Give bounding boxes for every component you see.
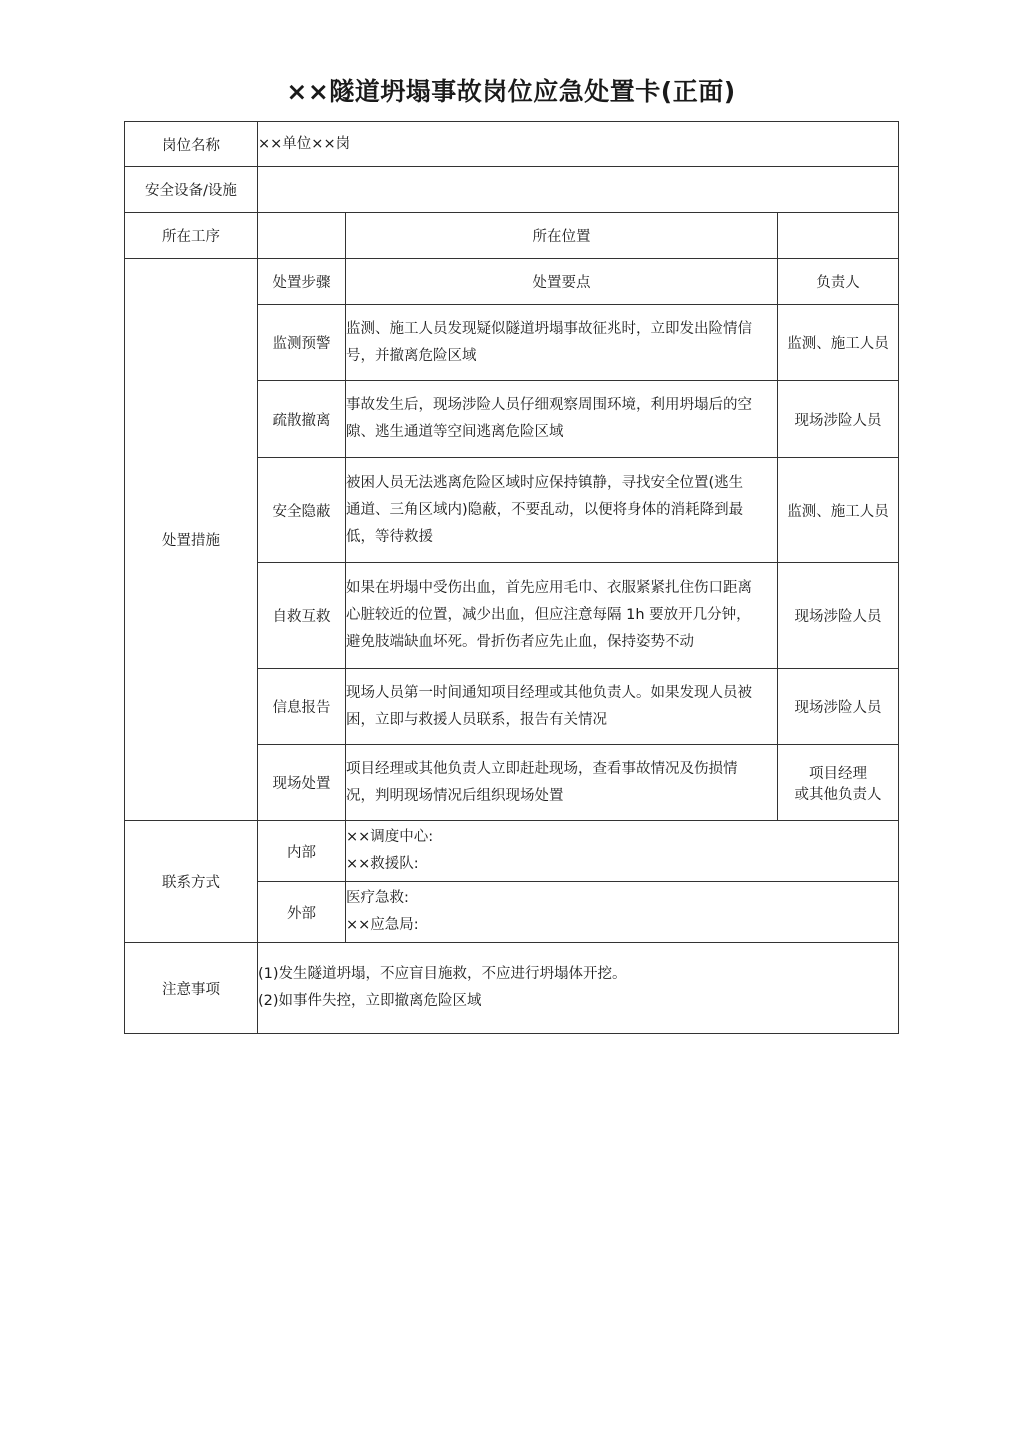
- process-row: [125, 213, 899, 259]
- equipment-label: 安全设备/设施: [125, 167, 258, 213]
- step-owner: [778, 669, 899, 745]
- notes-lines: [258, 943, 899, 1034]
- step-owner-line: 现场涉险人员: [794, 609, 882, 625]
- measures-label: 处置措施: [125, 259, 258, 821]
- step-name: 安全隐蔽: [258, 458, 346, 563]
- step-header: 处置步骤: [258, 259, 346, 305]
- post-name-label: 岗位名称: [125, 122, 258, 167]
- step-point-line: 被困人员无法逃离危险区域时应保持镇静，寻找安全位置(逃生: [346, 474, 744, 491]
- note-line: (1)发生隧道坍塌，不应盲目施救，不应进行坍塌体开挖。: [258, 966, 627, 982]
- equipment-row: [125, 167, 899, 213]
- step-point-line: 号，并撤离危险区域: [346, 347, 477, 364]
- notes-label: 注意事项: [125, 943, 258, 1034]
- step-point-line: 心脏较近的位置，减少出血，但应注意每隔 1h 要放开几分钟，: [346, 607, 751, 623]
- process-label: 所在工序: [125, 213, 258, 259]
- step-owner-line: 或其他负责人: [794, 786, 882, 803]
- step-point-line: 监测、施工人员发现疑似隧道坍塌事故征兆时，立即发出险情信: [346, 320, 752, 337]
- step-point-line: 现场人员第一时间通知项目经理或其他负责人。如果发现人员被: [346, 684, 752, 701]
- equipment-value: [258, 167, 899, 213]
- step-point-line: 困，立即与救援人员联系，报告有关情况: [346, 711, 607, 728]
- step-owner: [778, 563, 899, 669]
- contact-internal-label: 内部: [258, 821, 346, 882]
- step-owner-line: 项目经理: [809, 765, 867, 782]
- step-owner: [778, 745, 899, 821]
- contact-line: 医疗急救:: [346, 890, 409, 906]
- contact-line: ××调度中心:: [346, 829, 434, 845]
- step-point-line: 隙、逃生通道等空间逃离危险区域: [346, 424, 564, 440]
- step-point-line: 如果在坍塌中受伤出血，首先应用毛巾、衣服紧紧扎住伤口距离: [346, 580, 752, 596]
- step-owner: [778, 305, 899, 381]
- step-points: [346, 745, 778, 821]
- owner-header: 负责人: [778, 259, 899, 305]
- step-point-line: 避免肢端缺血坏死。骨折伤者应先止血，保持姿势不动: [346, 634, 694, 650]
- step-points: [346, 381, 778, 458]
- location-value: [778, 213, 899, 259]
- step-points: [346, 305, 778, 381]
- step-points: [346, 563, 778, 669]
- page-title: ××隧道坍塌事故岗位应急处置卡(正面): [286, 77, 736, 106]
- step-name: 自救互救: [258, 563, 346, 669]
- notes-row: [125, 943, 899, 1034]
- step-owner-line: 监测、施工人员: [787, 336, 889, 352]
- step-owner-line: 监测、施工人员: [787, 503, 889, 520]
- step-point-line: 通道、三角区域内)隐蔽，不要乱动，以便将身体的消耗降到最: [346, 501, 744, 518]
- step-point-line: 项目经理或其他负责人立即赶赴现场，查看事故情况及伤损情: [346, 760, 738, 777]
- contact-internal-row: [125, 821, 899, 882]
- step-owner: [778, 381, 899, 458]
- process-value: [258, 213, 346, 259]
- contact-external-lines: [346, 882, 899, 943]
- step-name: 现场处置: [258, 745, 346, 821]
- contact-line: ××应急局:: [346, 917, 419, 933]
- step-name: 疏散撤离: [258, 381, 346, 458]
- step-name: 信息报告: [258, 669, 346, 745]
- step-points: [346, 458, 778, 563]
- note-line: (2)如事件失控，立即撤离危险区域: [258, 993, 482, 1009]
- location-label: 所在位置: [346, 213, 778, 259]
- step-point-line: 况，判明现场情况后组织现场处置: [346, 787, 564, 804]
- post-name-row: [125, 122, 899, 167]
- step-owner-line: 现场涉险人员: [794, 412, 882, 429]
- emergency-card-table: [124, 121, 899, 1034]
- step-point-line: 低，等待救援: [346, 528, 433, 545]
- contact-line: ××救援队:: [346, 856, 419, 872]
- step-point-line: 事故发生后，现场涉险人员仔细观察周围环境，利用坍塌后的空: [346, 397, 752, 413]
- contact-external-label: 外部: [258, 882, 346, 943]
- step-owner-line: 现场涉险人员: [794, 700, 882, 716]
- step-owner: [778, 458, 899, 563]
- measures-header-row: [125, 259, 899, 305]
- contact-internal-lines: [346, 821, 899, 882]
- step-points: [346, 669, 778, 745]
- points-header: 处置要点: [346, 259, 778, 305]
- contacts-label: 联系方式: [125, 821, 258, 943]
- step-name: 监测预警: [258, 305, 346, 381]
- post-name-value: ××单位××岗: [258, 122, 899, 167]
